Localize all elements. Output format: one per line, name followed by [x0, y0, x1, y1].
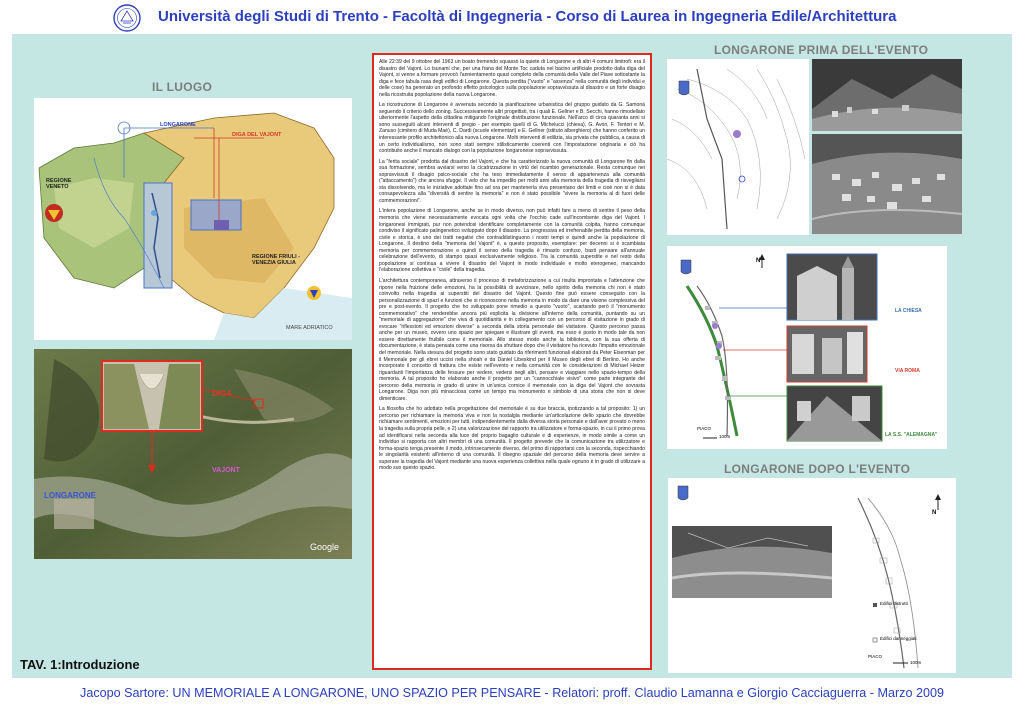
map-label-mare: MARE ADRIATICO	[286, 325, 333, 331]
aerial-label-longarone: LONGARONE	[44, 491, 96, 500]
section-title-dopo: LONGARONE DOPO L'EVENTO	[724, 462, 911, 476]
google-logo: Google	[310, 542, 340, 552]
prima-label-piaco: PIACO	[697, 426, 712, 431]
university-seal-icon	[112, 4, 142, 32]
page-title: Università degli Studi di Trento - Facoltà di Ingegneria - Corso di Laurea in Ingegneria Edile/Architettura	[158, 8, 897, 25]
text-paragraph: Alle 22:39 del 9 ottobre del 1963 un boato tremendo squassò la quiete di Longarone e di altri 4 comuni limitrofi: era il disastro del Vajont. Lo tsunami che, per una frana del Monte Toc caduta nel bacino artificiale prodotto dalla diga del Vajont, si venne a formare provocò l'annientamento quasi completo della comunità della Valle del Piave sottostante la diga e fece tabula rasa degli edifici di Longarone. Questa perdita ("vuoto" e "assenza" nella comunità degli individui e delle cose) ha generato un profondo effetto psicologico sulla popolazione sopravvissuta al disastro e un forte disagio nella ricostruita popolazione della nuova Longarone.	[379, 59, 645, 98]
dopo-north-label: N	[932, 510, 937, 516]
aerial-photo	[34, 349, 352, 559]
prima-detail-graphic	[667, 246, 947, 449]
label-via-roma: VIA ROMA	[895, 368, 920, 374]
prima-map-graphic	[667, 59, 809, 235]
prima-map	[667, 59, 809, 235]
dopo-graphic	[668, 478, 956, 673]
region-map-graphic	[34, 98, 352, 340]
label-alemagna: LA S.S. "ALEMAGNA"	[885, 432, 938, 438]
legend-edifici-danneggiati: Edifici danneggiati	[880, 636, 917, 641]
prima-photo-bottom	[812, 134, 962, 234]
map-label-veneto: REGIONE VENETO	[46, 178, 72, 190]
prima-detail-panel	[667, 246, 947, 449]
text-paragraph: La ricostruzione di Longarone è avvenuta secondo la pianificazione urbanistica del gruppo guidato da G. Samonà seguendo il criterio dello zoning. Successivamente altri progettisti, tra i quali E. Gellner e B. Secchi, hanno rimodellato ulteriormente l'aspetto della cittadina mitigando l'originale distribuzione funzionale. Nell'arco di circa quaranta anni si sono susseguiti alcuni interventi di pregio - per esempio quelli di G. Michelucci (chiesa), G. Avon, F. Tentori e M. Zanuso (cimitero di Muda Maè), C. Dardi (scuole elementari) e E. Gellner (istituto alberghiero) che hanno conferito un interessante profilo architettonico alla nuova Longarone. Molti interventi di edilizia, sia privata che pubblica, a causa di un certo individualismo, non sono stati sempre stilisticamente coerenti con l'impostazione originaria e ciò ha contribuito anche il mancato dialogo con la popolazione longaronese sopravvissuta.	[379, 102, 645, 155]
label-la-chiesa: LA CHIESA	[895, 308, 922, 314]
footer-credits: Jacopo Sartore: UN MEMORIALE A LONGARONE, UNO SPAZIO PER PENSARE - Relatori: proff. Claudio Lamanna e Giorgio Cacciaguerra - Marzo 2009	[80, 686, 944, 700]
header	[0, 0, 1024, 34]
aerial-label-vajont: VAJONT	[212, 467, 240, 474]
legend-edifici-distrutti: Edifici distrutti	[880, 601, 908, 606]
section-title-luogo: IL LUOGO	[152, 80, 213, 94]
text-column	[372, 53, 652, 670]
dopo-scale-label: 100m	[910, 660, 922, 665]
text-paragraph: L'intera popolazione di Longarone, anche se in modo diverso, non può infatti fare a meno di sentire il peso della memoria che viene necessariamente evocata ogni volta che l'occhio cade sull'incombente diga del Vajont. I longaronesi immigrati, pur non potendosi identificare completamente con la comunità colpita, hanno comunque condiviso il significato palingenetico sviluppato dopo il disastro. La progressiva ed irrefrenabile perdita della memoria, civile e storica, è uno dei tratti negativi che contraddistinguono i nostri tempi e quindi anche la popolazione di Longarone. Il destino della "memoria del Vajont" è, a questo proposito, esemplare: per decenni si è scambiata memoria per commemorazione e quindi il senso della tragedia è rimasto confuso, basti pensare all'annuale celebrazione dell'evento, di stampo quasi esclusivamente religioso. Tra la comunità superstite e nel resto della popolazione si continua a vivere il disastro del Vajont in modo individuale e molto eterogeneo, mancando l'elaborazione collettiva e "civile" della tragedia.	[379, 208, 645, 274]
text-paragraph: La filosofia che ho adottato nella progettazione del memoriale è su due braccia, ipotizzando a tal proposito: 1) un percorso per richiamare la memoria viva e non la nostalgia mediante un'articolazione dello spazio che dovrebbe richiamare sentimenti, emozioni per tutti, indipendentemente dalla diversa storia personale e dall'aver provato o meno la tragedia sulla propria pelle, e 2) una valorizzazione del rapporto tra utilizzatore e forma-spazio, in cui il primo prova ad identificarsi nella seconda alla luce del proprio bagaglio culturale e di esperienze, in modo simile a come un individuo si rapporta con altri membri di una comunità. Il progetto prevede che la comunicazione tra utilizzatore e forma-spazio tenga presente il modo, intrinsecamente diverso, del primo di rapportarsi con la seconda, rispecchiando le singolarità esistenti all'interno di una comunità. Il disegno spaziale del percorso della memoria deve servire a superare la tragedia del Vajont mediante una nuova esperienza collettiva nella quale ognuno è in grado di utilizzare a modo suo questo spazio.	[379, 406, 645, 472]
text-paragraph: L'architettura contemporanea, attraverso il processo di metaforizzazione a cui risulta improntata e l'attenzione che ripone nella fruizione delle emozioni, ha la possibilità di avvicinare, nello spirito della memoria chi non è stato coinvolto nella tragedia ai superstiti del disastro del Vajont. Questo fine può essere conseguito con la personalizzazione di spazi e funzioni che si riconoscono nella memoria in modo da dare una visione complessiva del pre e post-evento. Il progetto che ho sviluppato pone rimedio a questo "vuoto", scartando però il "monumento commemorativo" che renderebbe ancora più esplicita la divisione all'interno della comunità, puntando su un "memoriale di aggregazione" che viva di quotidianità e in collegamento con un percorso di visitazione in grado di evocare "riflessioni ed emozioni diverse" a seconda della storia personale del visitatore. Questo percorso passa anche per un museo, ovvero uno spazio per spiegare e illustrare gli eventi, ma esso è posto in modo tale da non essere direttamente fruibile come il memoriale. Allo stesso modo anche la biblioteca, con la sua offerta di documentazione, è stata pensata come una risorsa da sfruttare dopo che il visitatore ha ricevuto l'impatto emozionale del memoriale. Nella stesura del progetto sono stato guidato da riferimenti funzionali elaborati da Peter Eisenman per il Memoriale per gli ebrei uccisi nella shoah e da Daniel Libeskind per il Museo degli ebrei di Berlino. Ho anche incorporato il concetto di frattura che esiste nell'evento e nella comunità con le considerazioni di Michael Heizer riguardanti l'importanza delle fessure per vedere, vedersi negli altri, pensare e viaggiare nello spazio-tempo della memoria. A tal proposito ho elaborato anche il progetto per un "cannocchiale visivo" come parte integrante del percorso della memoria in grado di unire in un'unica cornice il memoriale con la diga del Vajont che sovrasta Longarone. Diga non più minacciosa come un tempo ma monumento e simbolo di una storia che non si deve dimenticare.	[379, 277, 645, 402]
prima-north-label: N	[756, 258, 761, 264]
dopo-panel	[668, 478, 956, 673]
prima-photo-top	[812, 59, 962, 131]
aerial-photo-graphic	[34, 349, 352, 559]
text-paragraph: La "ferita sociale" prodotta dal disastro del Vajont, e che ha caratterizzato la nuova comunità di Longarone fin dalla sua formazione, sembra avviarsi verso la cicatrizzazione in virtù del ricambio generazionale. Resta comunque nei sopravvissuti il disagio psico-sociale che ha teso immediatamente il senso di appartenenza alla comunità ("attaccamento") che ancora sfugge. Il velo che ha impedito per molti anni alla memoria della tragedia di risvegliarsi sta dissolvendo, ma le iniziative adottate fino ad ora per mantenerla viva presentano dei limiti e cioè non si è data consapevolezza alla "diversità di sentire la memoria" e non è stato possibile "vivere la memoria al di fuori delle commemorazioni".	[379, 158, 645, 204]
table-number: TAV. 1:Introduzione	[20, 657, 140, 672]
section-title-prima: LONGARONE PRIMA DELL'EVENTO	[714, 43, 929, 57]
prima-scale-label: 100m	[719, 434, 731, 439]
aerial-label-diga: DIGA	[212, 389, 232, 398]
map-label-diga: DIGA DEL VAJONT	[232, 132, 282, 138]
map-label-longarone: LONGARONE	[160, 122, 196, 128]
map-label-friuli: REGIONE FRIULI - VENEZIA GIULIA	[252, 254, 300, 266]
prima-photo-top-graphic	[812, 59, 962, 131]
region-map	[34, 98, 352, 340]
dopo-label-piaco: PIACO	[868, 654, 883, 659]
prima-photo-bottom-graphic	[812, 134, 962, 234]
